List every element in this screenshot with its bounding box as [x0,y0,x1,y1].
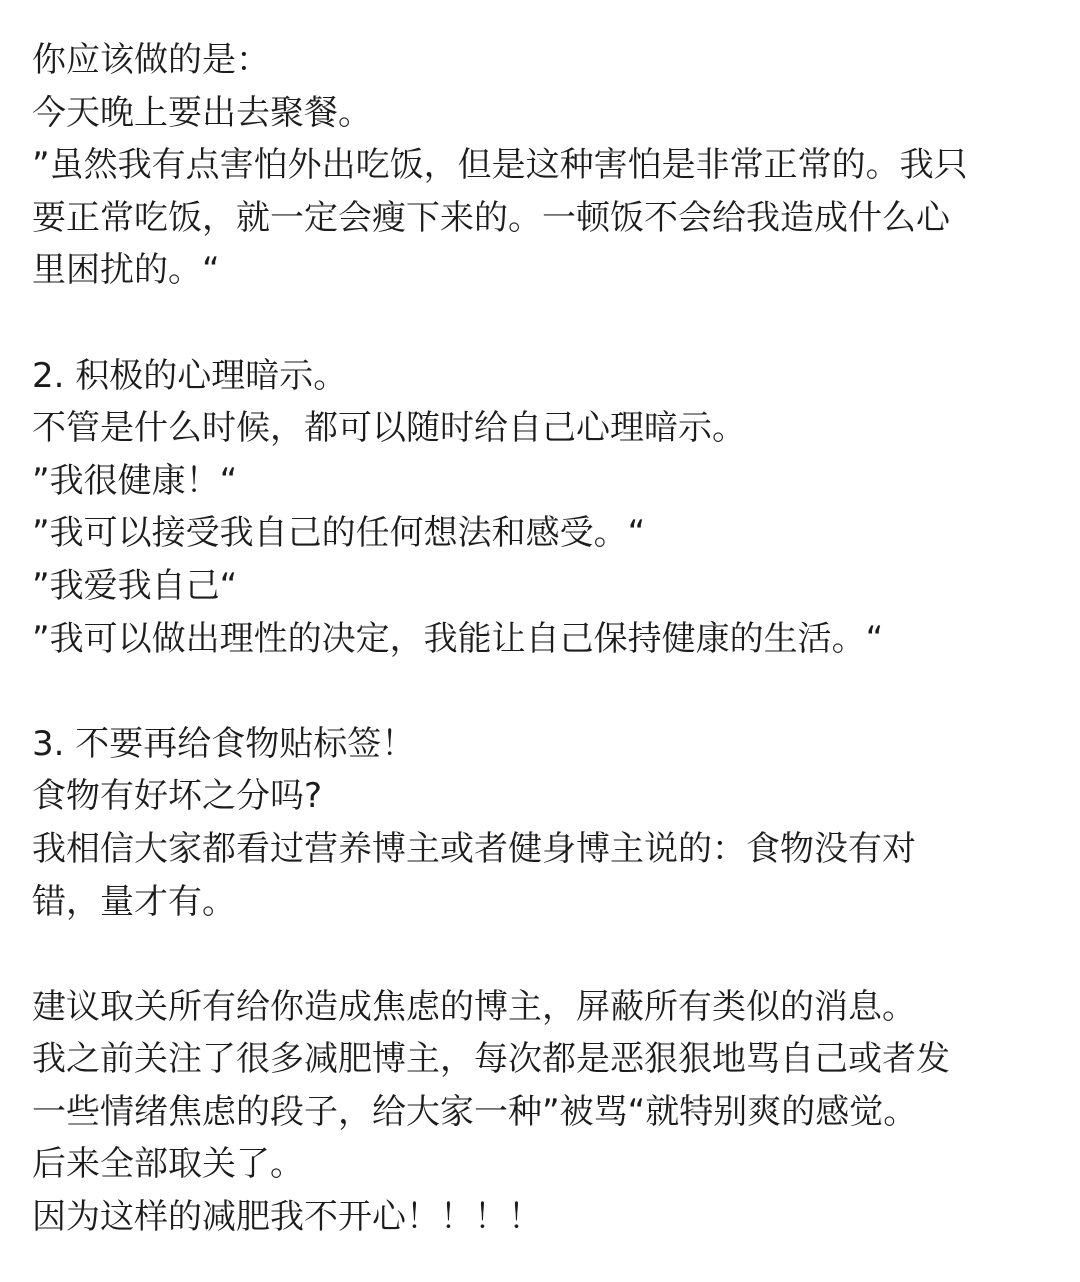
article-body [32,34,1062,1244]
quote-line: ”我可以接受我自己的任何想法和感受。“ [32,513,646,554]
text-line: 因为这样的减肥我不开心！！！！ [32,1197,542,1238]
text-line: 你应该做的是： [32,40,270,80]
quote-line: ”我可以做出理性的决定，我能让自己保持健康的生活。“ [32,618,884,659]
text-line: 不管是什么时候，都可以随时给自己心理暗示。 [32,408,746,449]
text-line: 我之前关注了很多减肥博主，每次都是恶狠狠地骂自己或者发 [32,1039,950,1080]
paragraph-spacer [32,665,1062,718]
text-line: 后来全部取关了。 [32,1144,304,1185]
paragraph-spacer [32,297,1062,350]
text-line: 错，量才有。 [32,881,236,922]
quote-line: ”我爱我自己“ [32,565,238,606]
text-line: 我相信大家都看过营养博主或者健身博主说的：食物没有对 [32,828,916,869]
text-line: 一些情绪焦虑的段子，给大家一种”被骂“就特别爽的感觉。 [32,1091,918,1132]
section-heading: 2. 积极的心理暗示。 [32,355,348,396]
quote-line: ”我很健康！“ [32,460,238,501]
text-line: 要正常吃饭，就一定会瘦下来的。一顿饭不会给我造成什么心 [32,197,950,238]
text-line: 今天晚上要出去聚餐。 [32,92,372,133]
text-line: 建议取关所有给你造成焦虑的博主，屏蔽所有类似的消息。 [32,986,916,1027]
text-line: 里困扰的。“ [32,250,220,291]
section-heading: 3. 不要再给食物贴标签！ [32,723,416,764]
text-line: 食物有好坏之分吗? [32,776,323,817]
text-line: ”虽然我有点害怕外出吃饭，但是这种害怕是非常正常的。我只 [32,145,968,186]
paragraph-spacer [32,928,1062,981]
